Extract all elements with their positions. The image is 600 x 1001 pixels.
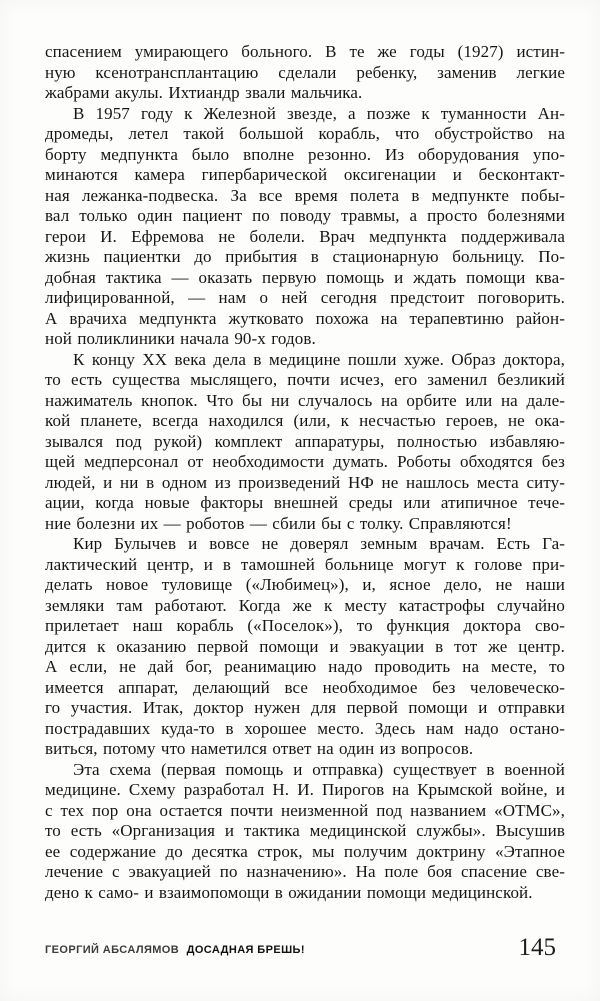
text-line: ную ксенотрансплантацию сделали ребенку, заменив легкие <box>45 62 565 82</box>
text-line: ее содержание до десятка строк, мы получим доктрину «Этапное <box>45 841 565 861</box>
text-line: ная лежанка-подвеска. За все время полета в медпункте побы- <box>45 185 565 205</box>
text-line: го участия. Итак, доктор нужен для первой помощи и отправки <box>45 698 565 717</box>
text-line: медицине. Схему разработал Н. И. Пирогов на Крымской войне, и <box>45 780 565 799</box>
text-line: Эта схема (первая помощь и отправка) существует в военной <box>73 759 565 779</box>
text-line: то есть существа мыслящего, почти исчез, его заменил безликий <box>45 370 565 389</box>
text-line: то есть «Организация и тактика медицинской службы». Высушив <box>45 821 565 840</box>
text-line: Кир Булычев и вовсе не доверял земным врачам. Есть Га- <box>73 534 565 553</box>
text-line: ации, когда новые факторы внешней среды или атипичное тече- <box>45 493 565 512</box>
body-text <box>45 42 565 903</box>
text-line: жабрами акулы. Ихтиандр звали мальчика. <box>45 83 363 102</box>
text-line: людей, и ни в одном из произведений НФ не нашлось места ситу- <box>45 472 565 492</box>
text-line: делать новое туловище («Любимец»), и, ясное дело, не наши <box>45 575 565 594</box>
text-line: нажиматель кнопок. Что бы ни случалось на орбите или на дале- <box>45 390 565 410</box>
text-line: виться, потому что наметился ответ на один из вопросов. <box>45 739 474 758</box>
text-line: К концу XX века дела в медицине пошли хуже. Образ доктора, <box>73 349 565 369</box>
text-line: спасением умирающего больного. В те же годы (1927) истин- <box>45 42 565 61</box>
text-line: дено к само- и взаимопомощи в ожидании помощи медицинской. <box>45 882 533 902</box>
text-line: А если, не дай бог, реанимацию надо проводить на месте, то <box>45 657 565 676</box>
text-line: минаются камера гипербарической оксигенации и бесконтакт- <box>45 165 565 184</box>
text-line: борту медпункта было вполне резонно. Из оборудования упо- <box>45 144 565 164</box>
page-number: 145 <box>518 934 556 961</box>
text-line: зывался под рукой) комплект аппаратуры, полностью избавляю- <box>45 431 565 451</box>
footer-author: ГЕОРГИЙ АБСАЛЯМОВ <box>45 944 180 956</box>
footer-book-title: ДОСАДНАЯ БРЕШЬ! <box>186 944 305 956</box>
text-line: А врачиха медпункта жутковато похожа на терапевтиню район- <box>45 308 565 328</box>
text-line: добная тактика — оказать первую помощь и ждать помощи ква- <box>45 267 565 287</box>
text-line: щей медперсонал от необходимости думать. Роботы обходятся без <box>45 452 565 471</box>
text-line: ной поликлиники начала 90-х годов. <box>45 329 316 348</box>
text-line: жизнь пациентки до прибытия в стационарную больницу. По- <box>45 247 565 266</box>
text-line: дромеды, летел такой большой корабль, что обустройство на <box>45 124 565 143</box>
text-line: кой планете, всегда находился (или, к несчастью героев, не ока- <box>45 411 565 430</box>
text-line: В 1957 году к Железной звезде, а позже к туманности Ан- <box>73 103 565 123</box>
text-line: лечение с эвакуацией по назначению». На поле боя спасение све- <box>45 862 565 881</box>
text-line: дится к оказанию первой помощи и эвакуации в тот же центр. <box>45 636 565 656</box>
text-line: ние болезни их — роботов — сбили бы с толку. Справляются! <box>45 513 512 533</box>
text-line: прилетает наш корабль («Поселок»), то функция доктора сво- <box>45 616 565 635</box>
text-line: герои И. Ефремова не болели. Врач медпункта поддерживала <box>45 226 565 246</box>
text-line: вал только один пациент по поводу травмы, а просто болезнями <box>45 206 565 225</box>
running-title <box>45 944 305 956</box>
text-line: земляки там работают. Когда же к месту катастрофы случайно <box>45 595 565 615</box>
text-line: лифицированной, — нам о ней сегодня предстоит поговорить. <box>45 288 565 307</box>
text-line: с тех пор она остается почти неизменной под названием «ОТМС», <box>45 800 565 820</box>
text-line: лактический центр, и в тамошней больнице могут к голове при- <box>45 554 565 574</box>
text-line: имеется аппарат, делающий все необходимое без человеческо- <box>45 677 565 697</box>
page-footer <box>45 934 556 962</box>
text-line: пострадавших куда-то в хорошее место. Здесь нам надо остано- <box>45 718 565 738</box>
